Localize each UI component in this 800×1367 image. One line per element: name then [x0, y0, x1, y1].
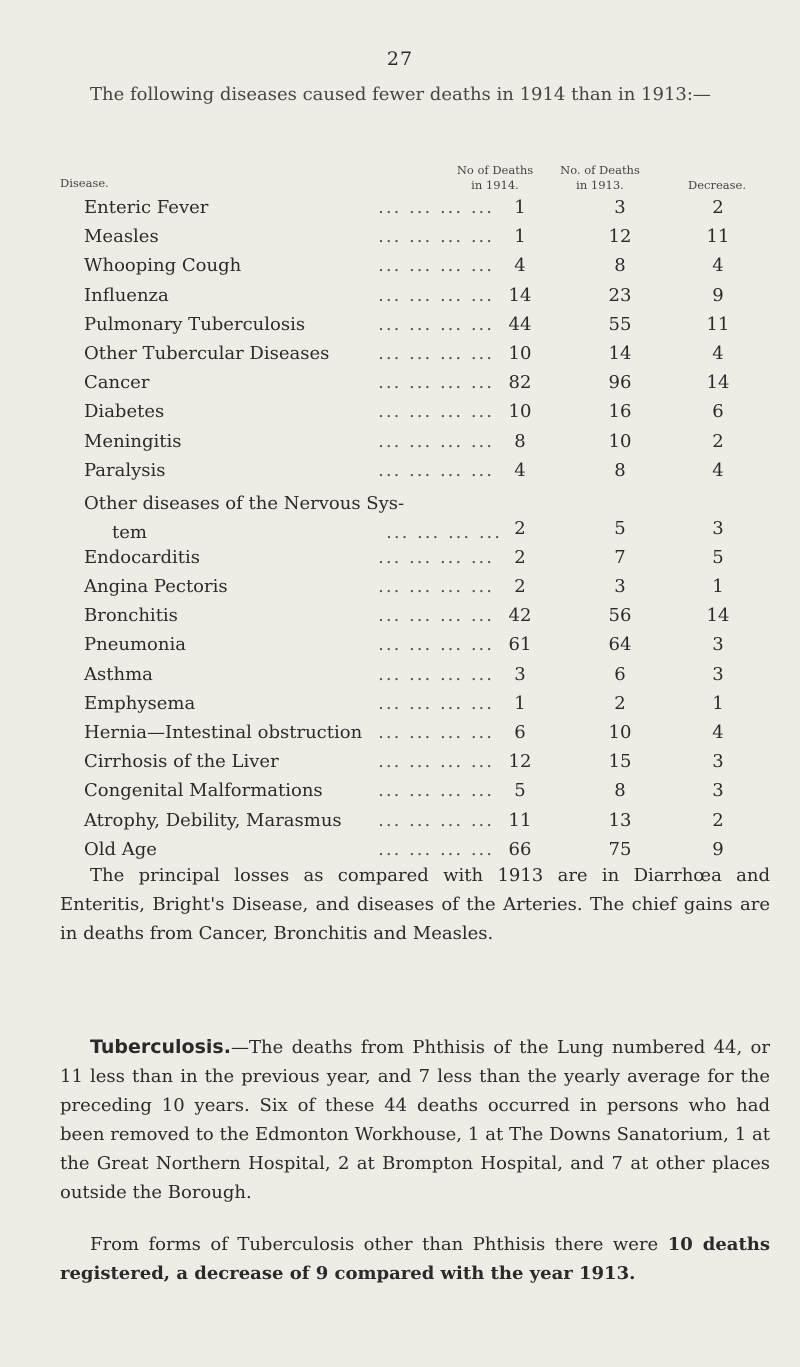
disease-name: [84, 197, 494, 218]
disease-name-text: Endocarditis: [84, 547, 208, 568]
deaths-1914-cell: 1: [514, 197, 526, 218]
decrease-cell: 4: [712, 255, 724, 277]
disease-name: [84, 460, 494, 481]
table-row: [60, 369, 760, 398]
dot-leader: ... ... ... ...: [378, 605, 494, 627]
paragraph-tuberculosis: [60, 1033, 770, 1207]
dot-leader: ... ... ... ...: [378, 342, 494, 364]
deaths-1914-cell: 14: [508, 284, 532, 306]
table-row: [60, 428, 760, 457]
header-deaths-1913-line2: in 1913.: [576, 178, 624, 192]
decrease-cell: 4: [712, 459, 724, 481]
table-row: [60, 486, 760, 544]
disease-name: [84, 605, 494, 626]
deaths-1913-cell: 10: [608, 430, 632, 452]
deaths-1914-cell: 5: [514, 780, 526, 802]
disease-name-text: Emphysema: [84, 693, 203, 714]
disease-name: [84, 372, 494, 393]
dot-leader: ... ... ... ...: [378, 459, 494, 481]
deaths-1914-cell: 3: [514, 663, 526, 685]
decrease-cell: 3: [712, 780, 724, 802]
decrease-cell: 2: [712, 430, 724, 452]
deaths-1913-cell: 15: [608, 751, 632, 773]
tuberculosis-body: —The deaths from Phthisis of the Lung numbered 44, or 11 less than in the previous year, and 7 less than the yearly average for the preceding 10 years. Six of these 44 deaths occurred in persons who had been removed to the Edmonton Workhouse, 1 at The Downs Sanatorium, 1 at the Great Northern Hospital, 2 at Brompton Hospital, and 7 at other places outside the Borough.: [60, 1037, 770, 1203]
deaths-1913-cell: 56: [608, 605, 632, 627]
paragraph-principal-losses: The principal losses as compared with 1913 are in Diarrhœa and Enteritis, Bright's Disease, and diseases of the Arteries. The chief gains are in deaths from Cancer, Bronchitis and Measles.: [60, 865, 770, 944]
decrease-cell: 3: [712, 634, 724, 656]
disease-name-text: Angina Pectoris: [84, 576, 236, 597]
decrease-cell: 14: [706, 372, 730, 394]
decrease-cell: 3: [712, 751, 724, 773]
disease-name-text: Enteric Fever: [84, 197, 216, 218]
dot-leader: ... ... ... ...: [386, 521, 502, 543]
disease-name-text: Influenza: [84, 285, 177, 306]
deaths-1914-cell: 42: [508, 605, 532, 627]
header-disease: Disease.: [60, 176, 109, 190]
dot-leader: ... ... ... ...: [378, 197, 494, 218]
table-row: [60, 807, 760, 836]
header-decrease: Decrease.: [688, 178, 746, 192]
disease-name-text: Paralysis: [84, 460, 174, 481]
dot-leader: ... ... ... ...: [378, 722, 494, 743]
header-deaths-1913: [545, 163, 655, 193]
table-row: [60, 311, 760, 340]
disease-name: [84, 343, 494, 364]
decrease-cell: 2: [712, 809, 724, 831]
disease-name-text: Cancer: [84, 372, 157, 393]
deaths-1914-cell: 12: [508, 751, 532, 773]
dot-leader: ... ... ... ...: [378, 692, 494, 714]
table-row: [60, 398, 760, 427]
table-row: [60, 777, 760, 806]
disease-name: [84, 314, 494, 335]
disease-name: [84, 664, 494, 685]
decrease-cell: 2: [712, 197, 724, 218]
header-deaths-1914-line2: in 1914.: [471, 178, 519, 192]
deaths-1913-cell: 8: [614, 255, 626, 277]
dot-leader: ... ... ... ...: [378, 576, 494, 598]
header-deaths-1913-line1: No. of Deaths: [560, 163, 640, 177]
dot-leader: ... ... ... ...: [378, 430, 494, 452]
disease-name-text: Other Tubercular Diseases: [84, 343, 337, 364]
table-row: [60, 573, 760, 602]
deaths-1914-cell: 66: [508, 838, 532, 860]
decrease-cell: 3: [712, 663, 724, 685]
dot-leader: ... ... ... ...: [378, 751, 494, 773]
deaths-1914-cell: 10: [508, 342, 532, 364]
deaths-1913-cell: 2: [614, 692, 626, 714]
deaths-1914-cell: 4: [514, 255, 526, 277]
disease-name: [84, 839, 494, 860]
disease-name-text: Measles: [84, 226, 167, 247]
disease-name-text: Old Age: [84, 839, 165, 860]
deaths-1913-cell: 8: [614, 459, 626, 481]
table-row: [60, 544, 760, 573]
dot-leader: ... ... ... ...: [378, 372, 494, 394]
decrease-cell: 1: [712, 576, 724, 598]
table-row: [60, 194, 760, 223]
table-row: [60, 223, 760, 252]
dot-leader: ... ... ... ...: [378, 546, 494, 568]
decrease-cell: 5: [712, 546, 724, 568]
table-row: [60, 602, 760, 631]
decrease-cell: 6: [712, 401, 724, 423]
disease-name-text: Atrophy, Debility, Marasmus: [84, 810, 350, 831]
decrease-cell: 11: [706, 226, 730, 248]
deaths-1913-cell: 6: [614, 663, 626, 685]
table-row: [60, 631, 760, 660]
deaths-1913-cell: 3: [614, 576, 626, 598]
deaths-1913-cell: 75: [608, 838, 632, 860]
disease-name-text: Diabetes: [84, 401, 172, 422]
decrease-cell: 4: [712, 722, 724, 743]
disease-name: [84, 547, 494, 568]
deaths-1913-cell: 23: [608, 284, 632, 306]
disease-name: [84, 401, 494, 422]
deaths-1914-cell: 61: [508, 634, 532, 656]
deaths-table: [60, 160, 760, 865]
deaths-1914-cell: 2: [514, 546, 526, 568]
disease-name: [84, 285, 494, 306]
decrease-cell: 14: [706, 605, 730, 627]
deaths-1914-cell: 4: [514, 459, 526, 481]
deaths-1913-cell: 64: [608, 634, 632, 656]
header-deaths-1914-line1: No of Deaths: [456, 163, 534, 177]
deaths-1913-cell: 10: [608, 722, 632, 743]
dot-leader: ... ... ... ...: [378, 663, 494, 685]
deaths-1914-cell: 82: [508, 372, 532, 394]
disease-name-text: Bronchitis: [84, 605, 186, 626]
decrease-cell: 11: [706, 313, 730, 335]
table-row: [60, 661, 760, 690]
deaths-1914-cell: 2: [514, 576, 526, 598]
deaths-1913-cell: 14: [608, 342, 632, 364]
table-row: [60, 748, 760, 777]
deaths-1914-cell: 1: [514, 692, 526, 714]
page-number: 27: [386, 48, 414, 70]
table-row: [60, 690, 760, 719]
dot-leader: ... ... ... ...: [378, 809, 494, 831]
other-tuberculosis-bold: 10 deaths registered, a decrease of 9 compared with the year 1913.: [60, 1234, 770, 1284]
deaths-1914-cell: 8: [514, 430, 526, 452]
disease-name: [84, 810, 494, 831]
deaths-1914-cell: 6: [514, 722, 526, 743]
intro-text: The following diseases caused fewer deaths in 1914 than in 1913:—: [90, 84, 711, 105]
deaths-1914-cell: 44: [508, 313, 532, 335]
disease-name: [84, 431, 494, 452]
table-row: [60, 282, 760, 311]
tuberculosis-heading: Tuberculosis.: [90, 1036, 231, 1058]
disease-name-text: Asthma: [84, 664, 161, 685]
decrease-cell: 9: [712, 838, 724, 860]
dot-leader: ... ... ... ...: [378, 634, 494, 656]
deaths-1913-cell: 55: [608, 313, 632, 335]
disease-name: [84, 751, 494, 772]
decrease-cell: 1: [712, 692, 724, 714]
disease-name: [84, 780, 494, 801]
disease-name-text: Pneumonia: [84, 634, 194, 655]
disease-name-text: Hernia—Intestinal obstruction: [84, 722, 370, 743]
deaths-1913-cell: 16: [608, 401, 632, 423]
deaths-1914-cell: 11: [508, 809, 532, 831]
table-row: [60, 457, 760, 486]
deaths-1913-cell: 8: [614, 780, 626, 802]
disease-name: [84, 489, 502, 547]
disease-name: [84, 693, 494, 714]
disease-name: [84, 722, 494, 743]
disease-name: [84, 226, 494, 247]
deaths-1913-cell: 13: [608, 809, 632, 831]
dot-leader: ... ... ... ...: [378, 401, 494, 423]
table-header: [60, 160, 760, 194]
disease-name-text: Cirrhosis of the Liver: [84, 751, 287, 772]
dot-leader: ... ... ... ...: [378, 838, 494, 860]
table-row: [60, 340, 760, 369]
deaths-1913-cell: 7: [614, 546, 626, 568]
table-row: [60, 252, 760, 281]
paragraph-other-tuberculosis: [60, 1230, 770, 1288]
disease-name-text: Meningitis: [84, 431, 190, 452]
disease-name: [84, 634, 494, 655]
disease-name: [84, 255, 494, 276]
dot-leader: ... ... ... ...: [378, 255, 494, 277]
deaths-1914-cell: 1: [514, 226, 526, 248]
deaths-1913-cell: 5: [614, 517, 626, 539]
decrease-cell: 9: [712, 284, 724, 306]
dot-leader: ... ... ... ...: [378, 284, 494, 306]
disease-name-text: Pulmonary Tuberculosis: [84, 314, 313, 335]
disease-name-line2: tem: [112, 521, 147, 543]
other-tuberculosis-start: From forms of Tuberculosis other than Phthisis there were: [90, 1234, 668, 1255]
disease-name: [84, 576, 494, 597]
decrease-cell: 4: [712, 342, 724, 364]
dot-leader: ... ... ... ...: [378, 313, 494, 335]
disease-name-line1: Other diseases of the Nervous Sys-: [84, 492, 405, 514]
deaths-1914-cell: 10: [508, 401, 532, 423]
deaths-1913-cell: 12: [608, 226, 632, 248]
deaths-1914-cell: 2: [514, 517, 526, 539]
dot-leader: ... ... ... ...: [378, 780, 494, 802]
deaths-1913-cell: 96: [608, 372, 632, 394]
disease-name-text: Whooping Cough: [84, 255, 249, 276]
dot-leader: ... ... ... ...: [378, 226, 494, 248]
table-row: [60, 719, 760, 748]
table-body: [60, 194, 760, 865]
header-deaths-1914: [435, 163, 555, 193]
decrease-cell: 3: [712, 517, 724, 539]
deaths-1913-cell: 3: [614, 197, 626, 218]
disease-name-text: Congenital Malformations: [84, 780, 331, 801]
